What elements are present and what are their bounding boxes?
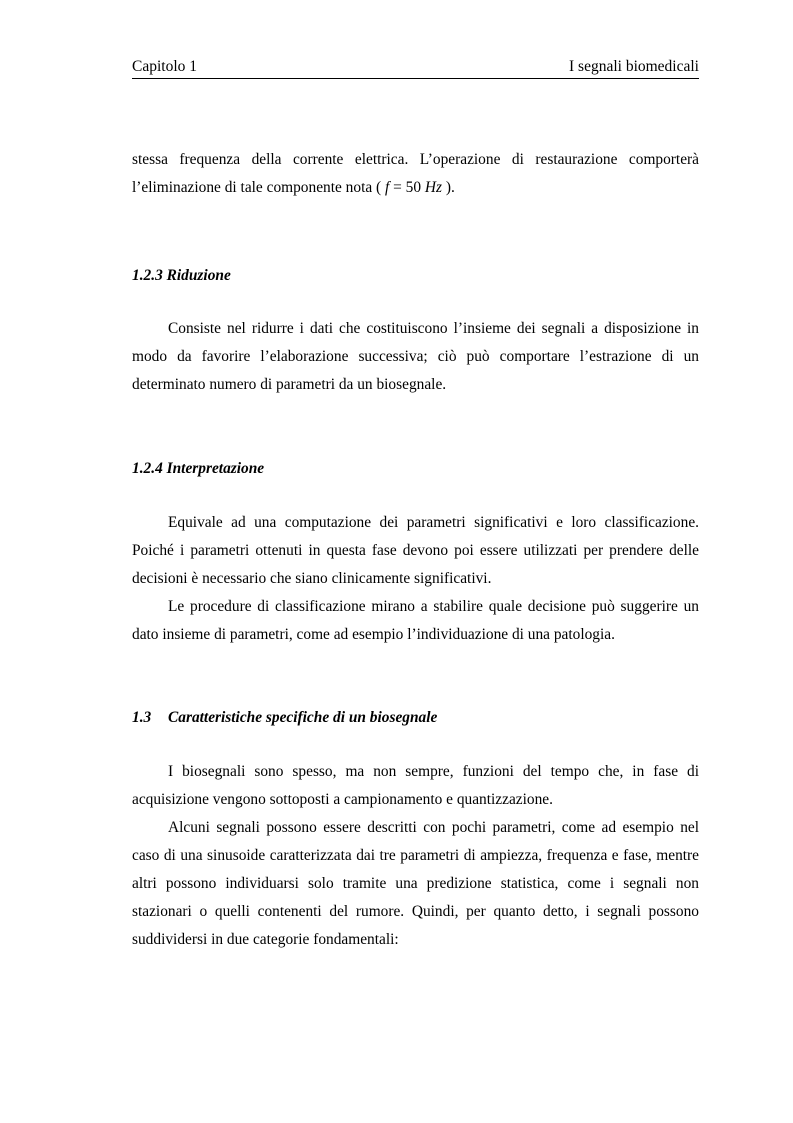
paragraph-interpretazione-1: Equivale ad una computazione dei parametri significativi e loro classificazione. Poiché i parametri ottenuti in questa fase devono poi essere utilizzati per prendere delle decisioni è necessario che siano clinicamente significativi. bbox=[132, 514, 699, 587]
paragraph-biosegnali-2: Alcuni segnali possono essere descritti con pochi parametri, come ad esempio nel caso di una sinusoide caratterizzata dai tre parametri di ampiezza, frequenza e fase, mentre altri possono individuarsi solo tramite una predizione statistica, come i segnali non stazionari o quelli contenenti del rumore. Quindi, per quanto detto, i segnali possono suddividersi in due categorie fondamentali: bbox=[132, 819, 699, 948]
section-heading-1-3 bbox=[132, 708, 699, 728]
section-1-2-3-body bbox=[132, 315, 699, 399]
section-1-2-4-body bbox=[132, 509, 699, 649]
intro-paragraph bbox=[132, 146, 699, 202]
section-1-3 bbox=[132, 708, 699, 728]
intro-paragraph-block bbox=[132, 146, 699, 202]
section-heading-1-2-4: 1.2.4 Interpretazione bbox=[132, 460, 265, 477]
header-title: I segnali biomedicali bbox=[569, 58, 699, 75]
math-variable-f: f bbox=[385, 179, 390, 196]
intro-text: stessa frequenza della corrente elettrica. L’operazione di restaurazione comporterà l’eliminazione di tale componente nota ( bbox=[132, 151, 699, 196]
section-1-2-4 bbox=[132, 459, 699, 479]
section-1-2-3 bbox=[132, 266, 699, 286]
paragraph-interpretazione-2: Le procedure di classificazione mirano a stabilire quale decisione può suggerire un dato insieme di parametri, come ad esempio l’individuazione di una patologia. bbox=[132, 598, 699, 643]
section-1-3-body bbox=[132, 758, 699, 954]
running-header bbox=[132, 57, 699, 79]
math-unit-hz: Hz bbox=[424, 179, 443, 196]
header-chapter: Capitolo 1 bbox=[132, 58, 198, 75]
section-heading-1-2-3: 1.2.3 Riduzione bbox=[132, 267, 231, 284]
section-title-1-3: Caratteristiche specifiche di un biosegnale bbox=[168, 709, 438, 726]
paragraph-riduzione: Consiste nel ridurre i dati che costituiscono l’insieme dei segnali a disposizione in modo da favorire l’elaborazione successiva; ciò può comportare l’estrazione di un determinato numero di parametri da un biosegnale. bbox=[132, 320, 699, 393]
intro-tail: ). bbox=[442, 179, 455, 196]
section-number-1-3: 1.3 bbox=[132, 709, 152, 726]
math-equals-value: = 50 bbox=[389, 179, 425, 196]
paragraph-biosegnali-1: I biosegnali sono spesso, ma non sempre, funzioni del tempo che, in fase di acquisizione vengono sottoposti a campionamento e quantizzazione. bbox=[132, 763, 699, 808]
